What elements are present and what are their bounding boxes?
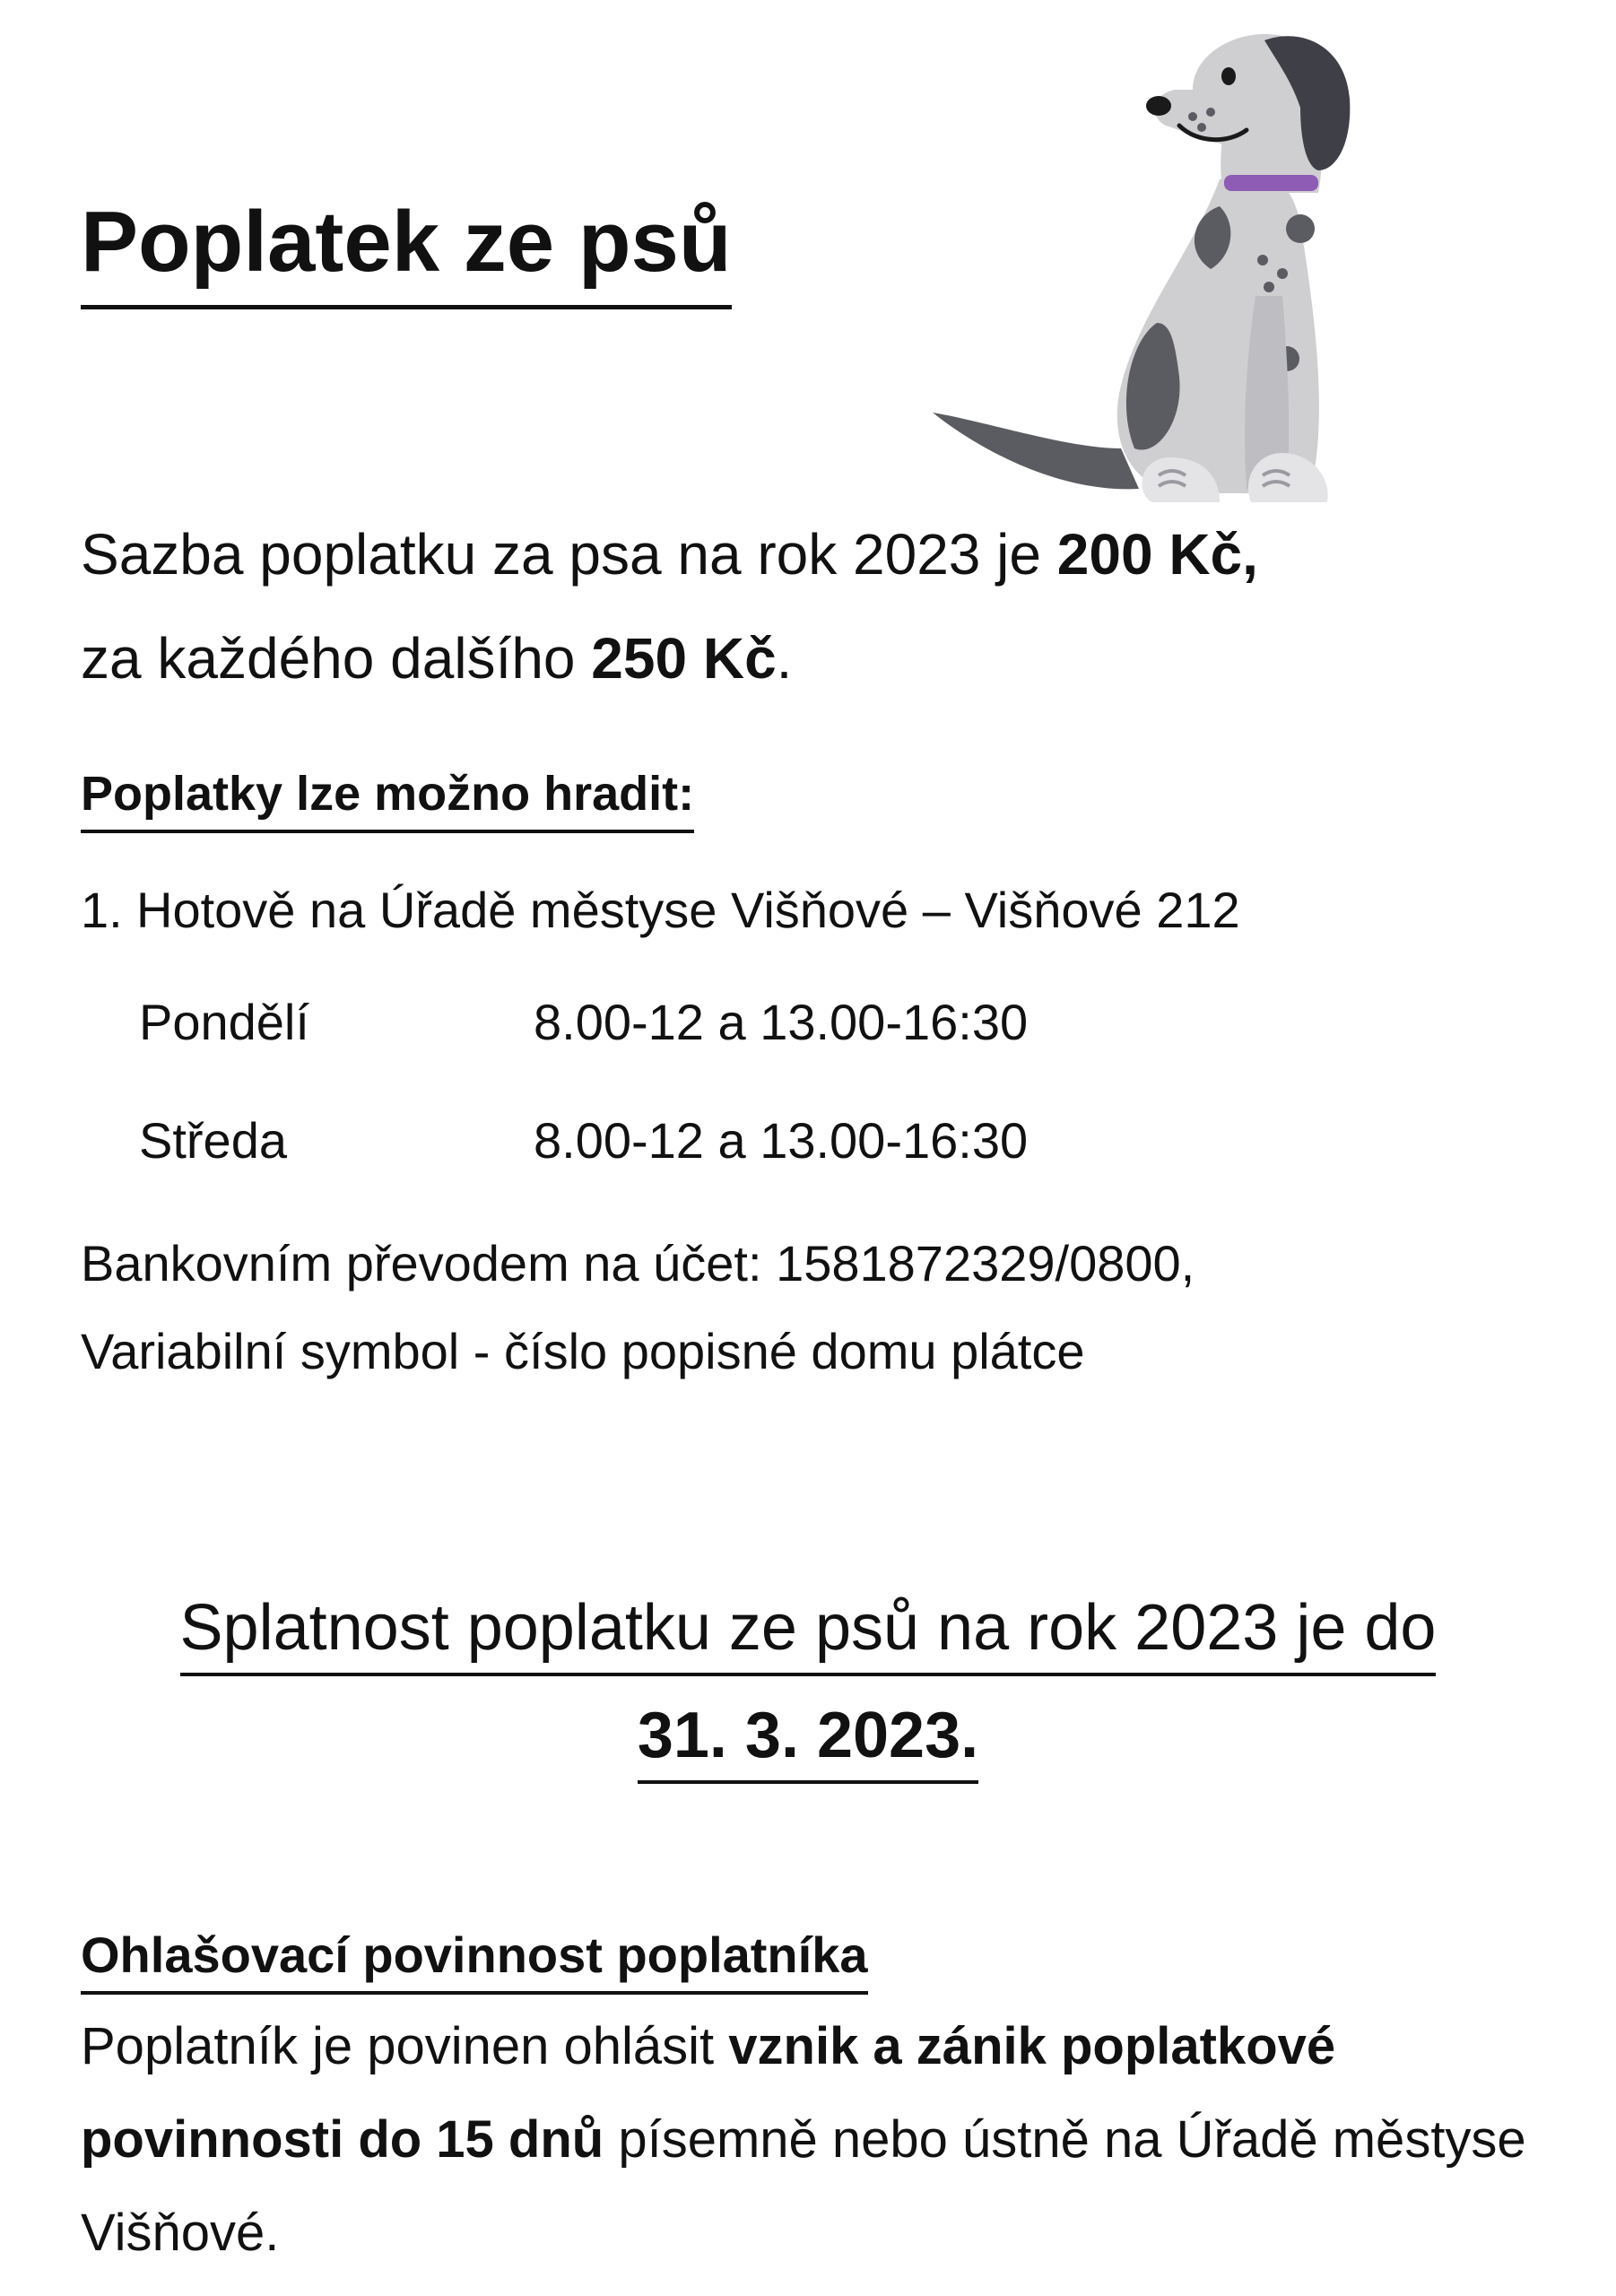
due-text: Splatnost poplatku ze psů na rok 2023 je do (180, 1583, 1437, 1676)
dog-eye (1221, 67, 1236, 85)
dog-spot (1264, 282, 1274, 292)
bank-account-line: Bankovním převodem na účet: 1581872329/0800, (81, 1235, 1195, 1292)
payment-list-item (81, 874, 1240, 946)
duty-paragraph: Poplatník je povinen ohlásit vznik a zánik poplatkové povinnosti do 15 dnů písemně nebo ústně na Úřadě městyse Višňové. (81, 2017, 1526, 2262)
dog-collar (1224, 175, 1318, 191)
list-number: 1. (81, 882, 123, 938)
dog-spot (1257, 255, 1268, 265)
hours-time: 8.00-12 a 13.00-16:30 (534, 1112, 1029, 1169)
rate-amount-first: 200 Kč, (1056, 522, 1258, 587)
duty-bold-text: vznik a zánik poplatkové povinnosti do 15 dnů (81, 2017, 1336, 2169)
hours-day: Pondělí (139, 994, 309, 1050)
rate-amount-additional: 250 Kč (591, 626, 777, 691)
due-date-notice (0, 1574, 1616, 1789)
rate-line-1: Sazba poplatku za psa na rok 2023 je 200 Kč, (81, 522, 1258, 587)
hours-day: Středa (139, 1112, 287, 1169)
list-item-text: Hotově na Úřadě městyse Višňové – Višňové 212 (136, 882, 1240, 938)
dog-spot (1286, 214, 1315, 243)
bank-transfer-info (81, 1220, 1195, 1396)
dog-icon (924, 27, 1372, 511)
hours-row (139, 987, 1028, 1058)
dog-spot (1277, 268, 1288, 279)
due-date: 31. 3. 2023. (638, 1691, 978, 1784)
dog-tail (933, 413, 1139, 489)
rate-line-2: za každého dalšího 250 Kč. (81, 626, 793, 691)
duty-heading: Ohlašovací povinnost poplatníka (81, 1919, 868, 1995)
variable-symbol-line: Variabilní symbol - číslo popisné domu plátce (81, 1323, 1085, 1379)
dog-nose (1146, 96, 1171, 116)
hours-time: 8.00-12 a 13.00-16:30 (534, 994, 1029, 1050)
payment-heading: Poplatky lze možno hradit: (81, 758, 694, 833)
hours-row (139, 1105, 1028, 1177)
rate-paragraph (81, 502, 1258, 710)
page-title: Poplatek ze psů (81, 179, 732, 309)
